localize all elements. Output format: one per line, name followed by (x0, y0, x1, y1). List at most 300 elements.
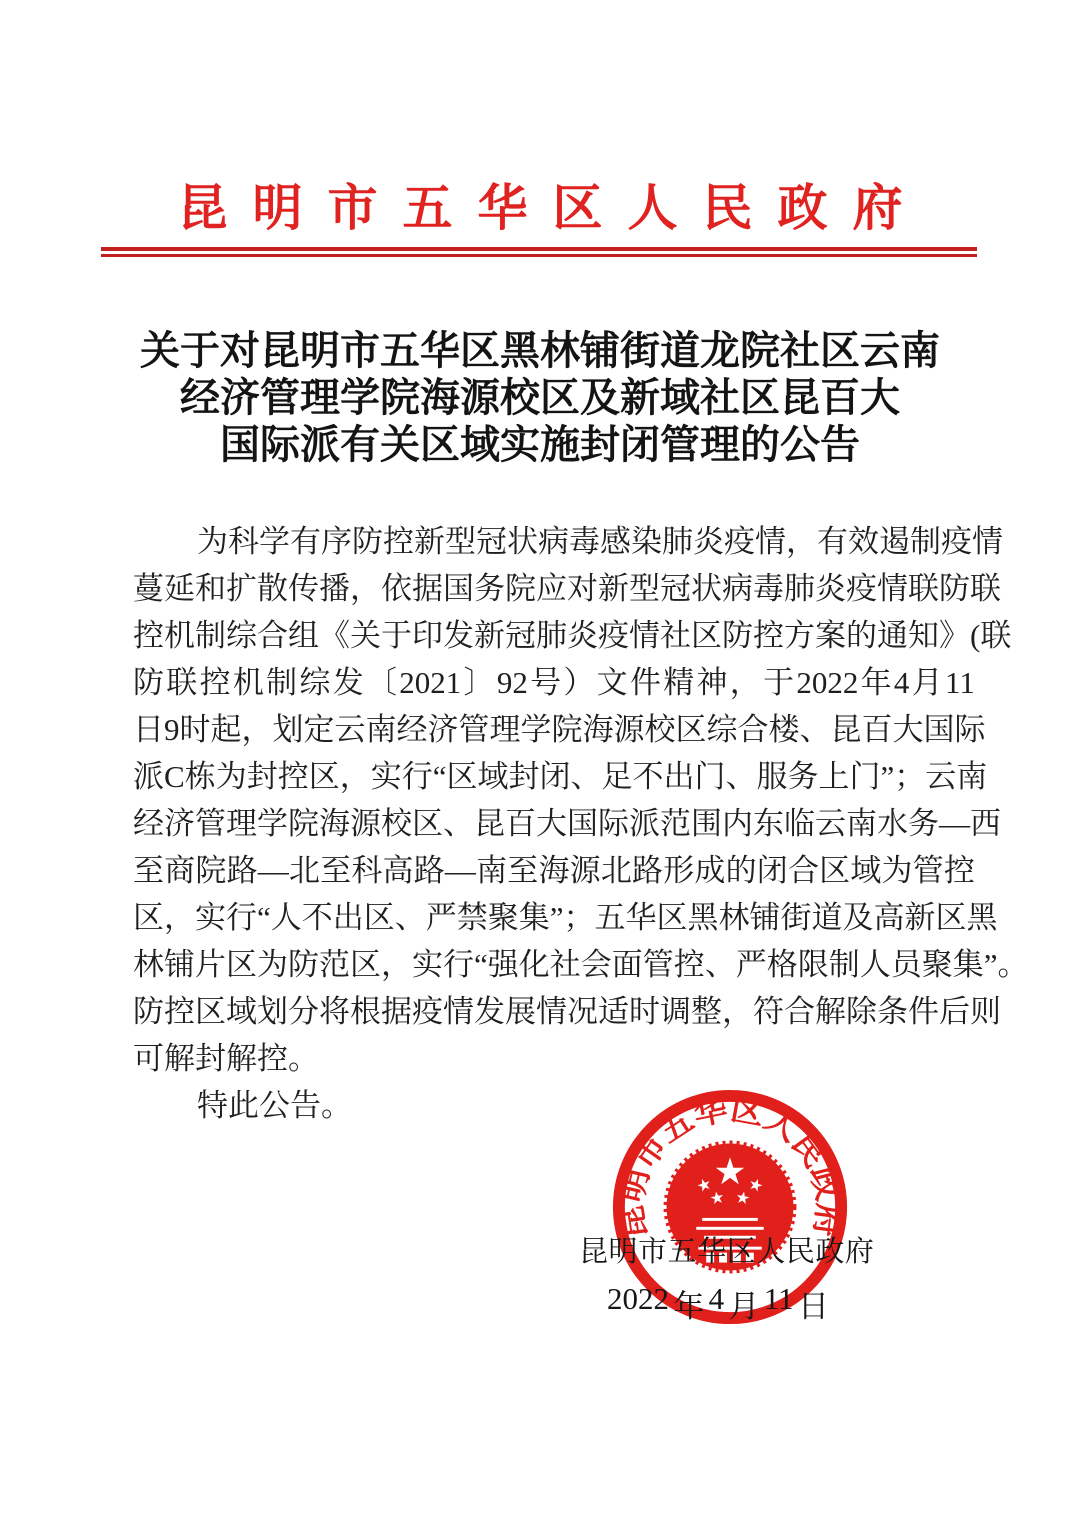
body-text-token: 组 (288, 618, 319, 653)
body-text-token: 源 (613, 712, 645, 747)
body-text-token: 社 (549, 947, 581, 982)
body-text-token: “ (474, 947, 488, 982)
body-line (133, 800, 1001, 847)
body-text-token: 管 (195, 806, 226, 841)
body-text-token: 云 (334, 712, 366, 747)
document-title-line-3: 国际派有关区域实施封闭管理的公告 (220, 422, 860, 467)
body-text-token: 区 (412, 806, 443, 841)
body-text-token: 国 (567, 806, 598, 841)
body-text-token: ， (164, 900, 195, 935)
body-text-token: 院 (288, 806, 319, 841)
body-text-token: 院 (551, 712, 583, 747)
signature-token: 年 (673, 1289, 705, 1324)
body-text-token: 严 (735, 947, 767, 982)
body-text-token: 楼 (768, 712, 800, 747)
body-text-token: 传 (288, 571, 319, 606)
body-text-token: 北 (288, 853, 320, 888)
body-text-token: 管 (458, 712, 490, 747)
body-text-token: 务 (908, 806, 939, 841)
body-text-token: 区 (350, 947, 381, 982)
body-text-token: 南 (476, 853, 508, 888)
body-text-token: 有 (290, 524, 321, 559)
body-text-token: 学 (259, 524, 290, 559)
body-text-token: 昆 (830, 712, 862, 747)
body-text-token: 不 (301, 900, 333, 935)
body-text-token: 务 (474, 571, 505, 606)
body-text-token: 聚 (921, 947, 953, 982)
body-text-token: 分 (288, 994, 319, 1029)
body-text-token: 适 (598, 994, 629, 1029)
body-text-token: 联 (980, 618, 1012, 653)
body-text-token: 疫 (941, 524, 972, 559)
body-text-token: 的 (725, 853, 757, 888)
body-text-token: 机 (232, 665, 264, 700)
body-text-token: 新 (598, 571, 629, 606)
body-text-token: 效 (848, 524, 879, 559)
body-text-token: 定 (303, 712, 335, 747)
body-text-token: 时 (629, 994, 660, 1029)
document-title-line-2: 经济管理学院海源校区及新域社区昆百大 (180, 375, 900, 420)
body-text-token: — (444, 853, 476, 888)
body-text-token: 综 (299, 665, 331, 700)
body-text-token: 南 (846, 806, 877, 841)
body-text-token: 制 (910, 524, 941, 559)
body-text-token: 理 (226, 806, 257, 841)
signature-token: 2022 (607, 1281, 669, 1316)
body-text-token: 区 (446, 759, 478, 794)
body-text-token: 控 (673, 947, 705, 982)
body-text-token: ” (549, 900, 564, 935)
signature-token: 区 (726, 1236, 756, 1268)
body-text-token: 际 (954, 712, 986, 747)
body-text-token: 情 (972, 524, 1003, 559)
body-text-token: 合 (787, 853, 819, 888)
body-text-token: 临 (784, 806, 815, 841)
body-text-token: 、 (394, 900, 426, 935)
body-text-token: 商 (164, 853, 196, 888)
body-text-token: 校 (381, 806, 412, 841)
body-text-token: 型 (445, 524, 476, 559)
body-text-token: 云 (815, 806, 846, 841)
signature-token: 月 (728, 1289, 760, 1324)
body-text-token: 片 (195, 947, 226, 982)
body-text-token: 科 (351, 853, 383, 888)
body-text-token: 封 (508, 759, 540, 794)
body-text-token: 将 (319, 994, 350, 1029)
body-text-token: 炎 (567, 618, 598, 653)
body-text-token: 文 (596, 665, 628, 700)
body-text-token: 区 (363, 900, 395, 935)
body-text-token: 年 (860, 665, 892, 700)
signature-token: 华 (697, 1236, 727, 1268)
body-text-token: 五 (594, 900, 626, 935)
body-text-token: 水 (877, 806, 908, 841)
body-text-token: 门 (849, 759, 881, 794)
body-text-token: 情 (877, 571, 908, 606)
body-text-token: 情 (755, 524, 786, 559)
body-text-token: 11 (944, 665, 975, 700)
body-text-token: 区 (691, 618, 722, 653)
body-text-token: 海 (582, 712, 614, 747)
body-text-token: 控 (277, 759, 309, 794)
body-text-token: 联 (970, 571, 1001, 606)
body-text-token: 92 (496, 665, 528, 700)
body-text-token: 内 (722, 806, 753, 841)
body-text-token: 案 (815, 618, 846, 653)
body-text-token: 划 (272, 712, 304, 747)
body-text-token: 社 (660, 618, 691, 653)
body-text-token: 黑 (966, 900, 998, 935)
body-text-token: 院 (195, 853, 227, 888)
letterhead-rule (101, 247, 977, 257)
signature-token: 市 (638, 1236, 668, 1268)
body-text-token: 毒 (569, 524, 600, 559)
body-text-token: 聚 (487, 900, 519, 935)
body-text-token: 为 (215, 759, 247, 794)
body-text-token: 发 (474, 994, 505, 1029)
body-text-token: 防 (722, 618, 753, 653)
body-text-token: 控 (943, 853, 975, 888)
body-text-token: 知 (908, 618, 939, 653)
body-line (133, 847, 975, 894)
signature-token: 明 (608, 1236, 638, 1268)
body-text-token: 情 (629, 618, 660, 653)
body-text-token: 大 (892, 712, 924, 747)
body-text-token: 出 (663, 759, 695, 794)
body-text-token: 派 (133, 759, 164, 794)
body-text-token: 栋 (184, 759, 216, 794)
signature-token: 五 (667, 1236, 697, 1268)
body-text-token: 、 (799, 712, 831, 747)
body-text-token: 综 (706, 712, 738, 747)
body-text-token: 海 (319, 806, 350, 841)
body-text-token: 闭 (539, 759, 571, 794)
body-text-token: 防 (288, 947, 319, 982)
body-text-token: 门 (694, 759, 726, 794)
body-text-token: 区 (195, 994, 226, 1029)
body-text-token: 黑 (687, 900, 719, 935)
body-text-token: 经 (396, 712, 428, 747)
body-text-token: 染 (631, 524, 662, 559)
body-text-token: 至 (507, 853, 539, 888)
body-text-token: 上 (818, 759, 850, 794)
body-text-token: 肺 (784, 571, 815, 606)
body-text-token: 有 (817, 524, 848, 559)
body-text-token: 条 (877, 994, 908, 1029)
body-text-token: 大 (536, 806, 567, 841)
body-text-token: 限 (797, 947, 829, 982)
body-text-token: 方 (784, 618, 815, 653)
signature-token: 人 (756, 1236, 786, 1268)
body-text-token: 发 (332, 665, 364, 700)
body-line (133, 706, 986, 753)
body-text-token: 理 (489, 712, 521, 747)
body-text-token: 新 (904, 900, 936, 935)
letterhead-rule-bottom (101, 254, 977, 257)
body-text-token: 区 (656, 900, 688, 935)
body-text-token: 昆 (474, 806, 505, 841)
body-text-token: 况 (567, 994, 598, 1029)
body-text-token: 区 (226, 947, 257, 982)
body-text-token: 人 (270, 900, 302, 935)
body-line (133, 659, 975, 706)
body-text-token: — (257, 853, 289, 888)
body-text-token: 状 (691, 571, 722, 606)
body-text-token: 成 (694, 853, 726, 888)
body-text-token: 据 (412, 571, 443, 606)
body-text-token: 合 (784, 994, 815, 1029)
body-text-token: 遏 (879, 524, 910, 559)
body-text-token: 型 (629, 571, 660, 606)
body-text-token: 控 (199, 665, 231, 700)
body-text-token: “ (432, 759, 447, 794)
body-text-token: 服 (756, 759, 788, 794)
body-text-token: 情 (443, 994, 474, 1029)
body-text-token: ， (722, 994, 753, 1029)
body-text-token: ， (350, 571, 381, 606)
body-text-token: 、 (443, 806, 474, 841)
body-line (133, 565, 1001, 612)
body-text-token: 科 (228, 524, 259, 559)
body-text-token: 制 (828, 947, 860, 982)
body-text-token: 人 (859, 947, 891, 982)
body-text-token: 校 (644, 712, 676, 747)
body-text-token: ） (563, 665, 595, 700)
body-text-token: 华 (625, 900, 657, 935)
document-body (133, 518, 1029, 1129)
body-line: 特此公告。 (197, 1088, 352, 1123)
body-text-token: 防 (939, 571, 970, 606)
body-text-token: ， (241, 712, 273, 747)
body-text-token: 联 (908, 571, 939, 606)
body-text-token: 关 (350, 618, 381, 653)
body-line (133, 518, 1003, 565)
body-text-token: 集 (518, 900, 550, 935)
body-text-token: 控 (753, 618, 784, 653)
body-text-token: 为 (881, 853, 913, 888)
body-text-token: 新 (414, 524, 445, 559)
body-text-token: 至 (133, 853, 164, 888)
body-text-token: 海 (538, 853, 570, 888)
body-text-token: 蔓 (133, 571, 164, 606)
body-text-token: 范 (660, 806, 691, 841)
body-text-token: 行 (226, 900, 257, 935)
body-text-token: 则 (970, 994, 1001, 1029)
body-text-token: 炎 (815, 571, 846, 606)
body-text-token: 感 (600, 524, 631, 559)
body-text-token: 于 (381, 618, 412, 653)
body-text-token: ； (894, 759, 926, 794)
body-text-token: 发 (443, 618, 474, 653)
body-text-token: 控 (383, 524, 414, 559)
body-text-token: ， (339, 759, 371, 794)
body-text-token: 会 (580, 947, 612, 982)
body-text-token: 行 (401, 759, 433, 794)
body-text-token: 》 (939, 618, 970, 653)
body-text-token: 际 (598, 806, 629, 841)
body-text-token: 范 (319, 947, 350, 982)
body-text-token: 南 (365, 712, 397, 747)
body-text-token: 制 (195, 618, 226, 653)
body-text-token: 派 (629, 806, 660, 841)
body-text-token: “ (257, 900, 271, 935)
body-text-token: ， (786, 524, 817, 559)
body-text-token: 防 (352, 524, 383, 559)
body-text-token: 精 (663, 665, 695, 700)
body-text-token: 播 (319, 571, 350, 606)
body-text-token: 实 (412, 947, 443, 982)
body-text-token: 起 (210, 712, 242, 747)
body-line (133, 941, 1029, 988)
body-text-token: 件 (629, 665, 661, 700)
body-text-token: 国 (443, 571, 474, 606)
signature-token: 4 (708, 1281, 725, 1316)
body-text-token: 、 (725, 759, 757, 794)
body-text-token: 《 (319, 618, 350, 653)
body-text-token: 学 (257, 806, 288, 841)
body-text-token: 高 (873, 900, 905, 935)
body-text-token: 状 (507, 524, 538, 559)
body-text-token: 扩 (226, 571, 257, 606)
body-text-token: 情 (536, 994, 567, 1029)
body-text-token: 应 (536, 571, 567, 606)
body-text-token: 实 (195, 900, 226, 935)
seal-ring-text: 昆明市五华区人民政府 (614, 1092, 846, 1242)
body-line (133, 894, 998, 941)
body-text-token: ( (970, 618, 981, 653)
document-title-line-1: 关于对昆明市五华区黑林铺街道龙院社区云南 (140, 328, 940, 373)
body-text-token: 林 (133, 947, 164, 982)
body-text-token: 实 (370, 759, 402, 794)
body-text-token: 划 (257, 994, 288, 1029)
body-text-token: 疫 (846, 571, 877, 606)
body-text-token: 2022 (796, 665, 859, 700)
body-text-token: 延 (164, 571, 195, 606)
body-line: 可解封解控。 (133, 1041, 319, 1076)
body-text-token: ” (983, 947, 998, 982)
document-title (70, 327, 1010, 468)
body-text-token: 经 (133, 806, 164, 841)
body-text-token: 月 (911, 665, 943, 700)
body-text-token: 冠 (505, 618, 536, 653)
body-text-token: 号 (530, 665, 562, 700)
body-text-token: 疫 (412, 994, 443, 1029)
body-text-token: 控 (133, 618, 164, 653)
body-text-token: 据 (381, 994, 412, 1029)
body-text-token: 冠 (660, 571, 691, 606)
body-text-token: 毒 (753, 571, 784, 606)
body-text-token: 足 (601, 759, 633, 794)
body-text-token: 面 (611, 947, 643, 982)
body-text-token: 疫 (598, 618, 629, 653)
body-text-token: 及 (842, 900, 874, 935)
body-text-token: 区 (935, 900, 967, 935)
body-text-token: 域 (477, 759, 509, 794)
body-text-token: 严 (425, 900, 457, 935)
body-text-token: 高 (382, 853, 414, 888)
body-text-token: ， (381, 947, 412, 982)
body-text-token: 铺 (749, 900, 781, 935)
body-text-token: 时 (179, 712, 211, 747)
body-text-token: 解 (815, 994, 846, 1029)
body-text-token: 路 (413, 853, 445, 888)
body-text-token: 神 (696, 665, 728, 700)
body-text-token: 9 (164, 712, 180, 747)
body-text-token: 病 (722, 571, 753, 606)
body-text-token: 和 (195, 571, 226, 606)
body-text-token: 围 (691, 806, 722, 841)
body-text-token: 不 (632, 759, 664, 794)
body-text-token: 林 (718, 900, 750, 935)
body-text-token: ， (729, 665, 761, 700)
body-text-token: 格 (766, 947, 798, 982)
body-text-token: 4 (893, 665, 910, 700)
letterhead-org-name: 昆明市五华区人民政府 (177, 180, 928, 236)
body-text-token: 制 (266, 665, 298, 700)
body-text-token: 于 (763, 665, 795, 700)
body-line (133, 753, 988, 800)
body-text-token: 区 (675, 712, 707, 747)
body-text-token: 病 (538, 524, 569, 559)
body-text-token: 日 (133, 712, 164, 747)
body-text-token: 肺 (536, 618, 567, 653)
body-text-token: 通 (877, 618, 908, 653)
body-text-token: 东 (753, 806, 784, 841)
body-text-token: 百 (861, 712, 893, 747)
body-text-token: 冠 (476, 524, 507, 559)
body-text-token: 整 (691, 994, 722, 1029)
body-text-token: 除 (846, 994, 877, 1029)
letterhead-rule-top (101, 247, 977, 251)
body-text-token: 路 (226, 853, 258, 888)
body-text-token: 2021 (399, 665, 462, 700)
body-text-token: 西 (970, 806, 1001, 841)
body-text-token: 依 (381, 571, 412, 606)
body-text-token: ” (880, 759, 895, 794)
body-text-token: 至 (320, 853, 352, 888)
body-text-token: 的 (846, 618, 877, 653)
body-text-token: 管 (912, 853, 944, 888)
body-text-token: 合 (257, 618, 288, 653)
body-text-token: 道 (811, 900, 843, 935)
body-line (133, 988, 1001, 1035)
body-text-token: 区 (133, 900, 164, 935)
body-text-token: 北 (600, 853, 632, 888)
body-text-token: 街 (780, 900, 812, 935)
body-text-token: 济 (164, 806, 195, 841)
body-text-token: 新 (474, 618, 505, 653)
body-text-token: 集 (952, 947, 984, 982)
body-text-token: 务 (787, 759, 819, 794)
body-text-token: 联 (166, 665, 198, 700)
body-text-token: 行 (443, 947, 474, 982)
body-text-token: 后 (939, 994, 970, 1029)
body-text-token: 为 (197, 524, 228, 559)
body-text-token: 云 (925, 759, 957, 794)
body-text-token: 综 (226, 618, 257, 653)
body-text-token: 、 (570, 759, 602, 794)
body-text-token: 印 (412, 618, 443, 653)
body-text-token: 区 (308, 759, 340, 794)
body-text-token: 展 (505, 994, 536, 1029)
body-text-token: 域 (850, 853, 882, 888)
body-text-token: 件 (908, 994, 939, 1029)
body-text-token: 防 (133, 994, 164, 1029)
body-text-token: 符 (753, 994, 784, 1029)
body-text-token: 封 (246, 759, 278, 794)
body-text-token: 肺 (662, 524, 693, 559)
body-text-token: 防 (133, 665, 164, 700)
